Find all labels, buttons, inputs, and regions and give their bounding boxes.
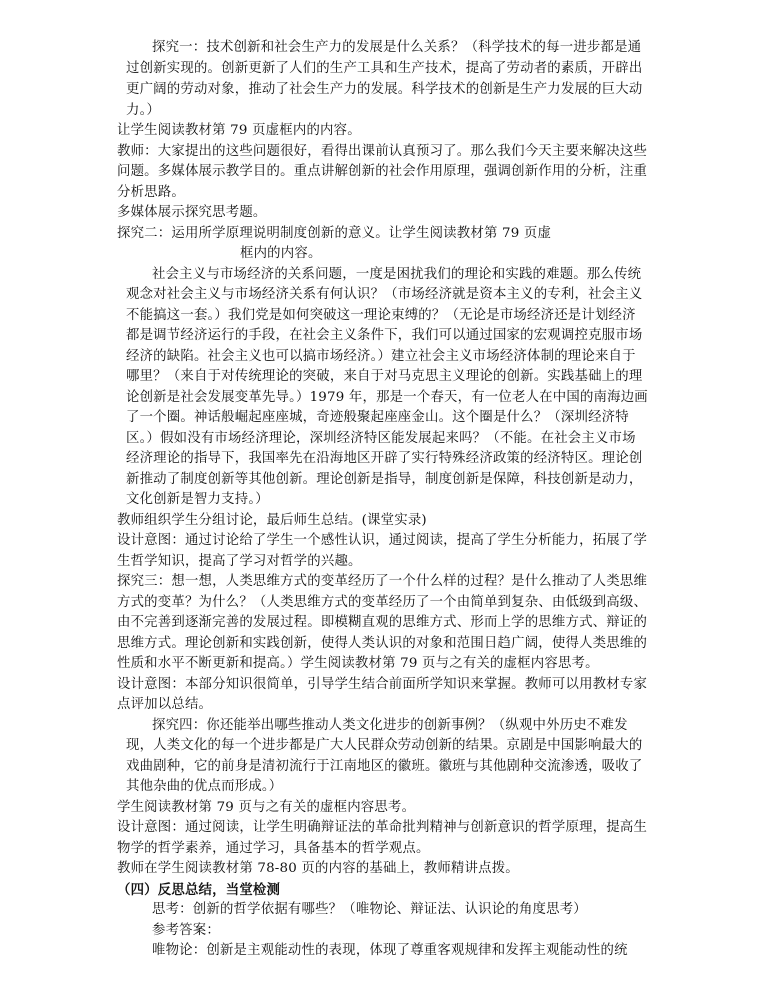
paragraph-line: 多媒体展示探究思考题。 <box>117 205 267 220</box>
paragraph-line: 教师组织学生分组讨论，最后师生总结。(课堂实录) <box>117 513 427 528</box>
paragraph-line: 让学生阅读教材第 79 页虚框内的内容。 <box>117 123 361 138</box>
paragraph-line: 方式的变革？为什么？（人类思维方式的变革经历了一个由简单到复杂、由低级到高级、 <box>117 595 648 610</box>
paragraph-line: 都是调节经济运行的手段，在社会主义条件下，我们可以通过国家的宏观调控克服市场 <box>126 328 643 343</box>
paragraph-line: 设计意图：本部分知识很简单，引导学生结合前面所学知识来掌握。教师可以用教材专家 <box>117 677 648 692</box>
paragraph-line: 文化创新是智力支持。） <box>126 492 269 507</box>
paragraph-line: 思考：创新的哲学依据有哪些？（唯物论、辩证法、认识论的角度思考） <box>152 902 587 917</box>
paragraph-line: 不能搞这一套。）我们党是如何突破这一理论束缚的？（无论是市场经济还是计划经济 <box>126 308 636 323</box>
paragraph-line: 物学的哲学素养，通过学习，具备基本的哲学观点。 <box>117 841 430 856</box>
paragraph-line: 点评加以总结。 <box>117 697 213 712</box>
paragraph-line: 由不完善到逐渐完善的发展过程。即模糊直观的思维方式、形而上学的思维方式、辩证的 <box>117 615 648 630</box>
paragraph-line: 分析思路。 <box>117 185 185 200</box>
paragraph-line: 教师：大家提出的这些问题很好，看得出课前认真预习了。那么我们今天主要来解决这些 <box>117 144 648 159</box>
paragraph-line: 新推动了制度创新等其他创新。理论创新是指导，制度创新是保障，科技创新是动力， <box>126 472 643 487</box>
paragraph-line: 问题。多媒体展示教学目的。重点讲解创新的社会作用原理，强调创新作用的分析，注重 <box>117 164 648 179</box>
paragraph-line: 框内的内容。 <box>240 246 322 261</box>
paragraph-line: 探究三：想一想，人类思维方式的变革经历了一个什么样的过程？是什么推动了人类思维 <box>117 574 648 589</box>
paragraph-line: 哪里？（来自于对传统理论的突破，来自于对马克思主义理论的创新。实践基础上的理 <box>126 369 643 384</box>
paragraph-line: 经济的缺陷。社会主义也可以搞市场经济。）建立社会主义市场经济体制的理论来自于 <box>126 349 636 364</box>
paragraph-line: 了一个圈。神话般崛起座座城，奇迹般聚起座座金山。这个圈是什么？（深圳经济特 <box>126 410 629 425</box>
paragraph-line: 性质和水平不断更新和提高。）学生阅读教材第 79 页与之有关的虚框内容思考。 <box>117 656 599 671</box>
paragraph-line: 经济理论的指导下，我国率先在沿海地区开辟了实行特殊经济政策的经济特区。理论创 <box>126 451 643 466</box>
paragraph-line: 观念对社会主义与市场经济关系有何认识？（市场经济就是资本主义的专利，社会主义 <box>126 287 643 302</box>
paragraph-line: 设计意图：通过讨论给了学生一个感性认识，通过阅读，提高了学生分析能力，拓展了学 <box>117 533 648 548</box>
paragraph-line: 社会主义与市场经济的关系问题，一度是困扰我们的理论和实践的难题。那么传统 <box>152 267 642 282</box>
paragraph-line: 探究一：技术创新和社会生产力的发展是什么关系？（科学技术的每一进步都是通 <box>152 40 642 55</box>
paragraph-line: 区。）假如没有市场经济理论，深圳经济特区能发展起来吗？（不能。在社会主义市场 <box>126 431 636 446</box>
paragraph-line: 力。） <box>126 103 161 118</box>
paragraph-line: 更广阔的劳动对象，推动了社会生产力的发展。科学技术的创新是生产力发展的巨大动 <box>126 82 643 97</box>
paragraph-line: 设计意图：通过阅读，让学生明确辩证法的革命批判精神与创新意识的哲学原理，提高生 <box>117 820 648 835</box>
paragraph-line: 唯物论：创新是主观能动性的表现，体现了尊重客观规律和发挥主观能动性的统 <box>152 943 628 958</box>
paragraph-line: 过创新实现的。创新更新了人们的生产工具和生产技术，提高了劳动者的素质，开辟出 <box>126 61 643 76</box>
paragraph-line: 生哲学知识，提高了学习对哲学的兴趣。 <box>117 554 362 569</box>
paragraph-line: 学生阅读教材第 79 页与之有关的虚框内容思考。 <box>117 800 416 815</box>
paragraph-line: 探究四：你还能举出哪些推动人类文化进步的创新事例？（纵观中外历史不难发 <box>152 718 628 733</box>
paragraph-line: 现，人类文化的每一个进步都是广大人民群众劳动创新的结果。京剧是中国影响最大的 <box>126 738 643 753</box>
paragraph-line: 参考答案： <box>152 923 220 938</box>
paragraph-line: 探究二：运用所学原理说明制度创新的意义。让学生阅读教材第 79 页虚 <box>117 226 552 241</box>
paragraph-line: 思维方式。理论创新和实践创新，使得人类认识的对象和范围日趋广阔，使得人类思维的 <box>117 636 648 651</box>
section-heading: （四）反思总结，当堂检测 <box>117 882 281 898</box>
paragraph-line: 教师在学生阅读教材第 78-80 页的内容的基础上，教师精讲点拨。 <box>117 861 519 876</box>
paragraph-line: 论创新是社会发展变革先导。）1979 年，那是一个春天，有一位老人在中国的南海边画 <box>126 390 648 405</box>
paragraph-line: 其他杂曲的优点而形成。） <box>126 779 283 794</box>
paragraph-line: 戏曲剧种，它的前身是清初流行于江南地区的徽班。徽班与其他剧种交流渗透，吸收了 <box>126 759 643 774</box>
